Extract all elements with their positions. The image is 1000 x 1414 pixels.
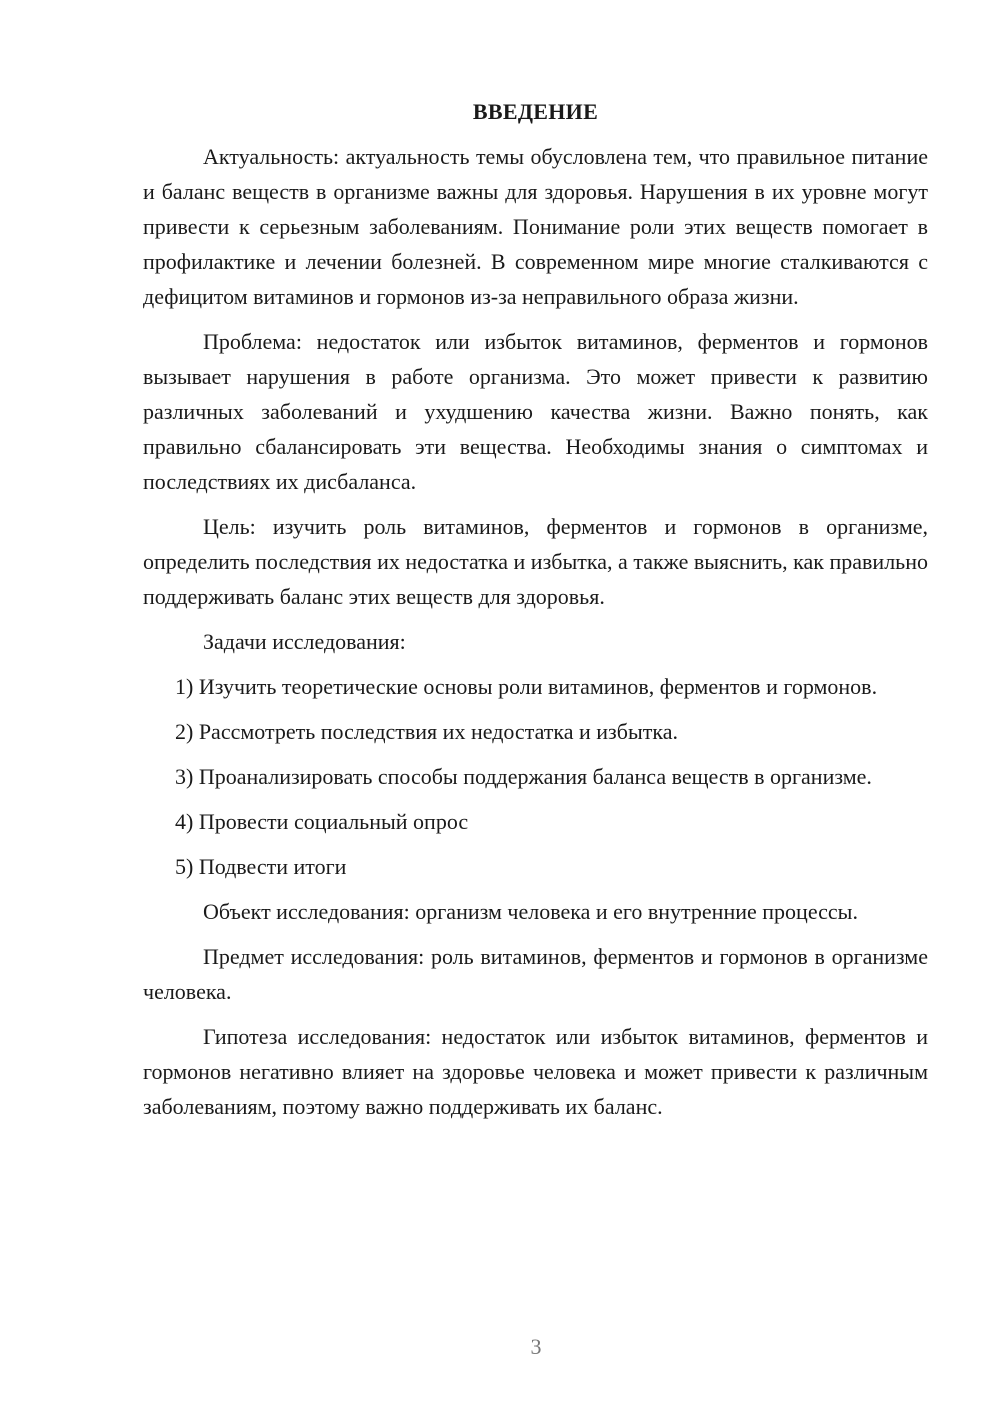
- task-item-4: 4) Провести социальный опрос: [175, 809, 469, 834]
- section-heading: ВВЕДЕНИЕ: [472, 99, 599, 124]
- subject-paragraph: Предмет исследования: роль витаминов, ферментов и гормонов в организме человека.: [143, 944, 928, 1004]
- task-item-2: 2) Рассмотреть последствия их недостатка и избытка.: [175, 719, 678, 744]
- problem-paragraph: Проблема: недостаток или избыток витаминов, ферментов и гормонов вызывает нарушения в работе организма. Это может привести к развитию различных заболеваний и ухудшению качества жизни. Важно понять, как правильно сбалансировать эти вещества. Необходимы знания о симптомах и последствиях их дисбаланса.: [143, 329, 928, 494]
- task-item-5: 5) Подвести итоги: [175, 854, 347, 879]
- task-item-1: 1) Изучить теоретические основы роли витаминов, ферментов и гормонов.: [175, 674, 878, 699]
- relevance-paragraph: Актуальность: актуальность темы обусловлена тем, что правильное питание и баланс веществ в организме важны для здоровья. Нарушения в их уровне могут привести к серьезным заболеваниям. Понимание роли этих веществ помогает в профилактике и лечении болезней. В современном мире многие сталкиваются с дефицитом витаминов и гормонов из-за неправильного образа жизни.: [143, 144, 928, 309]
- tasks-title: Задачи исследования:: [203, 629, 406, 654]
- page-content: [143, 94, 928, 1134]
- goal-paragraph: Цель: изучить роль витаминов, ферментов и гормонов в организме, определить последствия их недостатка и избытка, а также выяснить, как правильно поддерживать баланс этих веществ для здоровья.: [143, 514, 928, 609]
- object-paragraph: Объект исследования: организм человека и его внутренние процессы.: [203, 899, 858, 924]
- page-number: 3: [530, 1334, 542, 1359]
- task-item-3: 3) Проанализировать способы поддержания баланса веществ в организме.: [175, 764, 872, 789]
- hypothesis-paragraph: Гипотеза исследования: недостаток или избыток витаминов, ферментов и гормонов негативно влияет на здоровье человека и может привести к различным заболеваниям, поэтому важно поддерживать их баланс.: [143, 1024, 928, 1119]
